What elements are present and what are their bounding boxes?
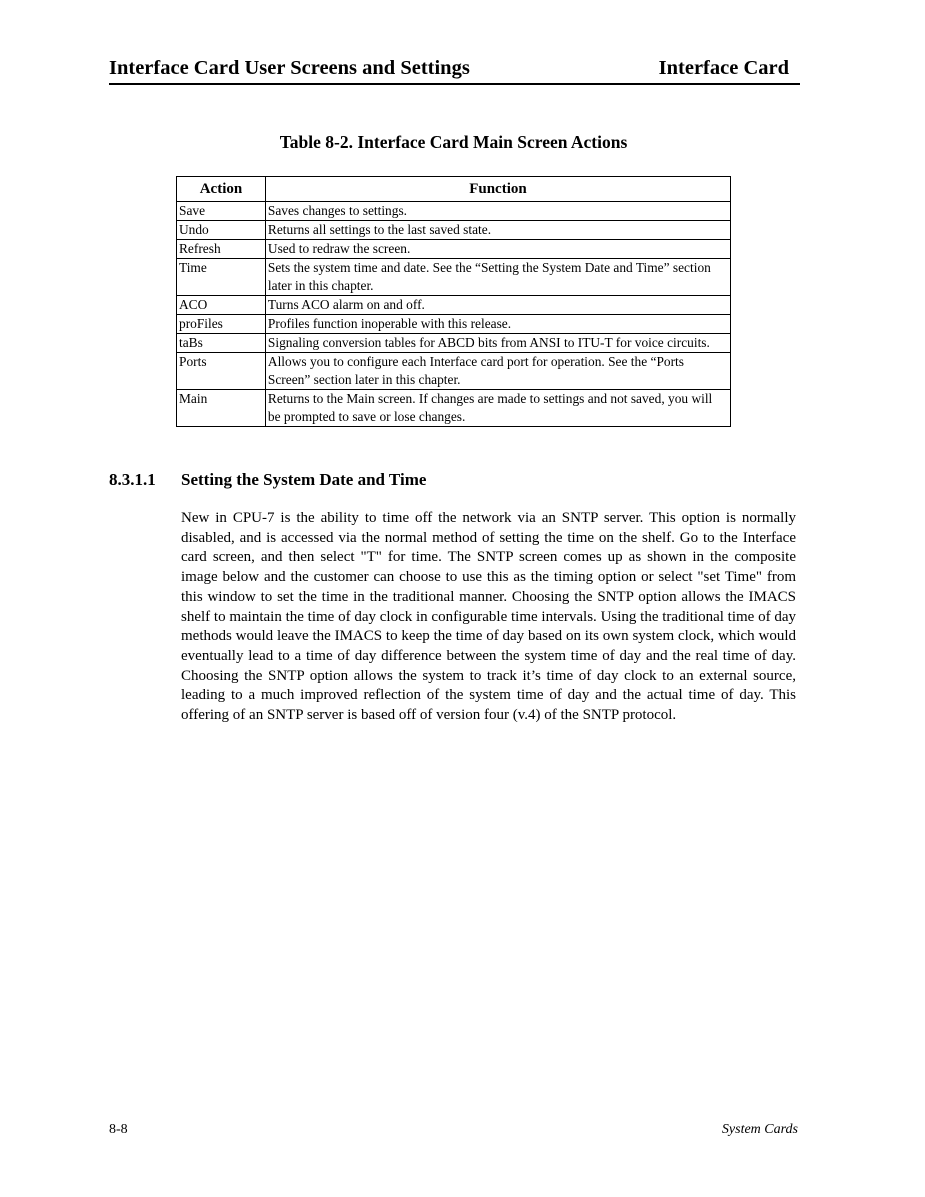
table-row — [177, 296, 731, 315]
section-number: 8.3.1.1 — [109, 470, 156, 489]
function-cell: Saves changes to settings. — [265, 202, 730, 221]
action-cell: Undo — [177, 221, 266, 240]
function-cell: Returns to the Main screen. If changes are made to settings and not saved, you will be prompted to save or lose changes. — [265, 390, 730, 427]
action-cell: Save — [177, 202, 266, 221]
table-row — [177, 221, 731, 240]
section-heading: Setting the System Date and Time — [181, 470, 427, 489]
column-header-action: Action — [177, 177, 266, 202]
table-row — [177, 353, 731, 390]
action-cell: proFiles — [177, 315, 266, 334]
function-cell: Signaling conversion tables for ABCD bits from ANSI to ITU-T for voice circuits. — [265, 334, 730, 353]
action-cell: taBs — [177, 334, 266, 353]
function-cell: Sets the system time and date. See the “Setting the System Date and Time” section later in this chapter. — [265, 259, 730, 296]
header-section-title: Interface Card — [658, 57, 789, 79]
action-cell: Ports — [177, 353, 266, 390]
header-chapter-title: Interface Card User Screens and Settings — [109, 57, 470, 79]
table-row — [177, 315, 731, 334]
function-cell: Turns ACO alarm on and off. — [265, 296, 730, 315]
actions-table — [176, 176, 731, 427]
section-body-paragraph: New in CPU-7 is the ability to time off the network via an SNTP server. This option is normally disabled, and is accessed via the normal method of setting the time on the shelf. Go to the Interface card screen, and then select "T" for time. The SNTP screen comes up as shown in the composite image below and the customer can choose to use this as the timing option or select "set Time" from this window to set the time in the traditional manner. Choosing the SNTP option allows the IMACS shelf to maintain the time of day clock in configurable time intervals. Using the traditional time of day methods would leave the IMACS to keep the time of day based on its own system clock, which would eventually lead to a time of day difference between the system time of day and the real time of day. Choosing the SNTP option allows the system to track it’s time of day clock to an external source, leading to a much improved reflection of the system time of day and the actual time of day. This offering of an SNTP server is based off of version four (v.4) of the SNTP protocol. — [181, 510, 796, 724]
page-header — [109, 56, 799, 83]
action-cell: Refresh — [177, 240, 266, 259]
footer-book-title: System Cards — [721, 1122, 798, 1137]
table-row — [177, 240, 731, 259]
action-cell: Main — [177, 390, 266, 427]
page-number: 8-8 — [109, 1122, 128, 1137]
table-row — [177, 390, 731, 427]
action-cell: ACO — [177, 296, 266, 315]
table-row — [177, 334, 731, 353]
function-cell: Used to redraw the screen. — [265, 240, 730, 259]
function-cell: Returns all settings to the last saved state. — [265, 221, 730, 240]
table-row — [177, 202, 731, 221]
table-caption: Table 8-2. Interface Card Main Screen Actions — [279, 132, 628, 152]
table-header-row — [177, 177, 731, 202]
table-row — [177, 259, 731, 296]
action-cell: Time — [177, 259, 266, 296]
column-header-function: Function — [265, 177, 730, 202]
header-rule — [109, 83, 800, 85]
function-cell: Profiles function inoperable with this release. — [265, 315, 730, 334]
function-cell: Allows you to configure each Interface card port for operation. See the “Ports Screen” section later in this chapter. — [265, 353, 730, 390]
